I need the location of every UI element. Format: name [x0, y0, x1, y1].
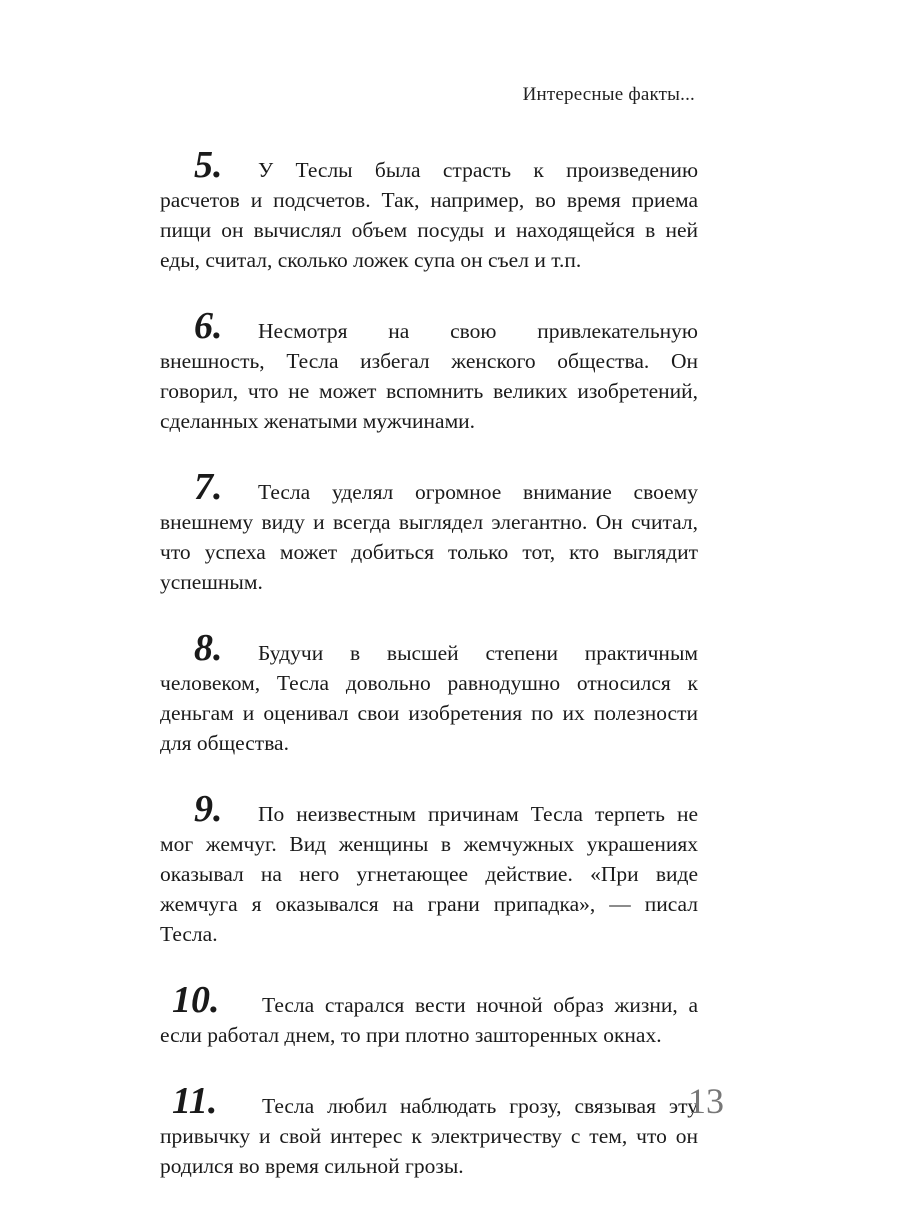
fact-item: [160, 788, 698, 949]
fact-item: [160, 1080, 698, 1181]
fact-text: Несмотря на свою привлекательную внешность, Тесла избегал женского общества. Он говорил, что не может вспомнить великих изобретений, сделанных женатыми мужчинами.: [160, 319, 698, 433]
fact-item: [160, 144, 698, 275]
fact-text: Тесла уделял огромное внимание своему внешнему виду и всегда выглядел элегантно. Он считал, что успеха может добиться только тот, кто выглядит успешным.: [160, 480, 698, 594]
fact-item: [160, 305, 698, 436]
fact-text: У Теслы была страсть к произведению расчетов и подсчетов. Так, например, во время приема пищи он вычислял объем посуды и находящейся в ней еды, считал, сколько ложек супа он съел и т.п.: [160, 158, 698, 272]
fact-text: Тесла любил наблюдать грозу, связывая эту привычку и свой интерес к электричеству с тем, что он родился во время сильной грозы.: [160, 1094, 698, 1178]
fact-number: 8.: [194, 627, 223, 669]
facts-list: [160, 144, 698, 1217]
fact-text: Будучи в высшей степени практичным человеком, Тесла довольно равнодушно относился к деньгам и оценивал свои изобретения по их полезности для общества.: [160, 641, 698, 755]
fact-number: 6.: [194, 305, 223, 347]
running-title: Интересные факты...: [522, 84, 695, 105]
fact-text: Тесла старался вести ночной образ жизни, а если работал днем, то при плотно зашторенных окнах.: [160, 993, 698, 1047]
fact-item: [160, 979, 698, 1050]
fact-item: [160, 627, 698, 758]
page-number: 13: [688, 1081, 724, 1121]
fact-item: [160, 466, 698, 597]
fact-number: 11.: [172, 1080, 218, 1122]
fact-text: По неизвестным причинам Тесла терпеть не мог жемчуг. Вид женщины в жемчужных украшениях оказывал на него угнетающее действие. «При виде жемчуга я оказывался на грани припадка», — писал Тесла.: [160, 802, 698, 946]
fact-number: 9.: [194, 788, 223, 830]
fact-number: 7.: [194, 466, 223, 508]
fact-number: 5.: [194, 144, 223, 186]
fact-number: 10.: [172, 979, 220, 1021]
